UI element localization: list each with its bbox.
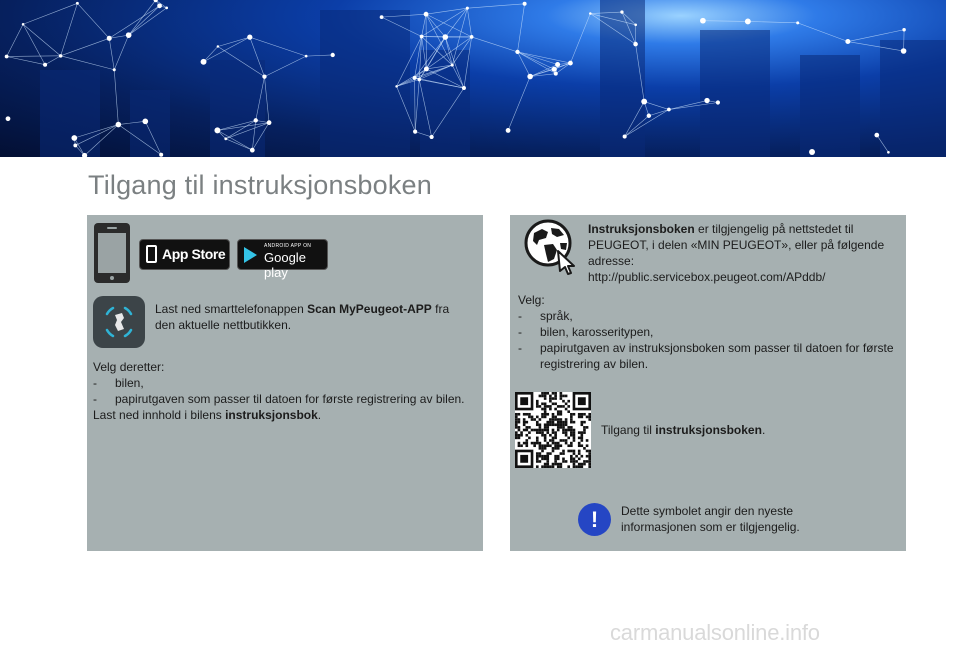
download-instruction: Last ned smarttelefonappen Scan MyPeugeot-APP fra den aktuelle nettbutikken. [155, 302, 450, 332]
select-then-block [93, 359, 478, 423]
smartphone-icon [94, 223, 130, 283]
network-city-illustration [0, 0, 946, 157]
globe-cursor-icon [524, 219, 580, 275]
google-play-label: Google play [264, 250, 306, 280]
page-title: Tilgang til instruksjonsboken [88, 170, 432, 200]
play-triangle-icon [244, 247, 257, 263]
watermark: carmanualsonline.info [610, 620, 820, 645]
select-block [518, 292, 903, 372]
alert-explanation-text: Dette symbolet angir den nyeste informasjonen som er tilgjengelig. [621, 504, 800, 534]
app-store-label: App Store [162, 246, 226, 262]
left-panel [87, 215, 483, 551]
qr-access-text: Tilgang til instruksjonsboken. [601, 423, 766, 437]
list-item: - bilen, karosseritypen, [518, 325, 654, 339]
google-play-caption: ANDROID APP ON [264, 243, 312, 249]
select-heading: Velg: [518, 293, 545, 307]
mypeugeot-app-icon [93, 296, 145, 348]
google-play-badge[interactable] [237, 239, 328, 280]
list-item: - bilen, [93, 376, 144, 390]
download-content-text: Last ned innhold i bilens instruksjonsbok. [93, 408, 322, 422]
list-item: - papirutgaven som passer til datoen for første registrering av bilen. [93, 392, 465, 406]
list-item: - papirutgaven av instruksjonsboken som passer til datoen for første registrering av bilen. [518, 341, 894, 371]
manual-url[interactable]: http://public.servicebox.peugeot.com/APddb/ [588, 270, 826, 284]
app-store-badge[interactable] [139, 239, 230, 270]
qr-code-icon[interactable] [515, 392, 591, 468]
manual-intro-text: Instruksjonsboken er tilgjengelig på nettstedet til PEUGEOT, i delen «MIN PEUGEOT», eller på følgende adresse: http://public.servicebox.peugeot.com/APddb/ [588, 222, 885, 284]
phone-glyph-icon [146, 245, 157, 263]
select-then-heading: Velg deretter: [93, 360, 165, 374]
list-item: - språk, [518, 309, 573, 323]
info-alert-icon: ! [578, 503, 611, 536]
header-banner-image [0, 0, 946, 157]
right-panel [510, 215, 906, 551]
